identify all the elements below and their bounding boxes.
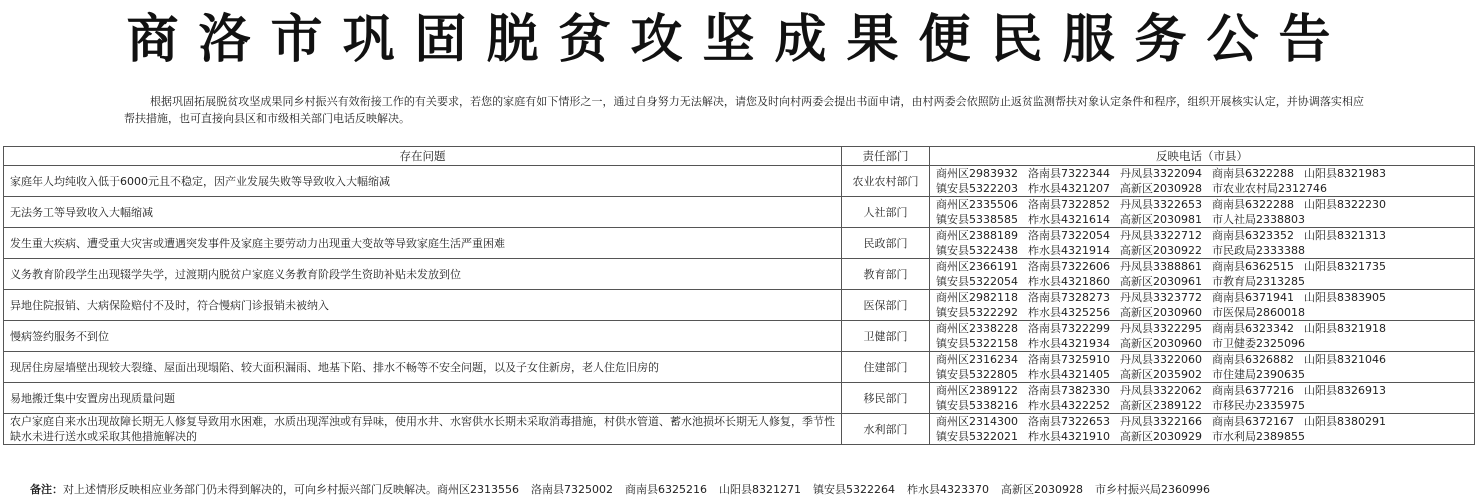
footer-contact: 洛南县7325002 (531, 483, 613, 496)
table-row (4, 166, 1475, 197)
phone-number: 柞水县4321910 (1028, 430, 1110, 443)
phone-number: 商南县6362515 (1212, 260, 1294, 273)
phone-number: 镇安县5338216 (936, 399, 1018, 412)
phone-number: 山阳县8380291 (1304, 415, 1386, 428)
phone-cell (930, 228, 1475, 259)
phone-number: 柞水县4321614 (1028, 213, 1110, 226)
problem-cell: 发生重大疾病、遭受重大灾害或遭遇突发事件及家庭主要劳动力出现重大变故等导致家庭生活严重困难 (4, 228, 842, 259)
phone-number: 洛南县7322054 (1028, 229, 1110, 242)
phone-number: 商州区2316234 (936, 353, 1018, 366)
department-cell: 医保部门 (842, 290, 930, 321)
phone-number: 柞水县4322252 (1028, 399, 1110, 412)
phone-line (936, 321, 1474, 336)
phone-number: 洛南县7382330 (1028, 384, 1110, 397)
table-row (4, 259, 1475, 290)
phone-line (936, 290, 1474, 305)
footer-contact: 商南县6325216 (625, 483, 707, 496)
phone-number: 山阳县8321046 (1304, 353, 1386, 366)
phone-cell (930, 259, 1475, 290)
table-row (4, 414, 1475, 445)
phone-line (936, 367, 1474, 382)
phone-cell (930, 166, 1475, 197)
phone-line (936, 274, 1474, 289)
phone-number: 市人社局2338803 (1212, 213, 1305, 226)
phone-number: 镇安县5322158 (936, 337, 1018, 350)
phone-number: 市民政局2333388 (1212, 244, 1305, 257)
phone-number: 商南县6377216 (1212, 384, 1294, 397)
phone-cell (930, 321, 1475, 352)
phone-number: 丹凤县3388861 (1120, 260, 1202, 273)
problem-cell: 农户家庭自来水出现故障长期无人修复导致用水困难，水质出现浑浊或有异味，使用水井、水窖供水长期未采取消毒措施，村供水管道、蓄水池损坏长期无人修复，季节性缺水未进行送水或采取其他措施解决的 (4, 414, 842, 445)
phone-line (936, 243, 1474, 258)
phone-number: 丹凤县3322295 (1120, 322, 1202, 335)
phone-number: 市农业农村局2312746 (1212, 182, 1327, 195)
department-cell: 住建部门 (842, 352, 930, 383)
table-row (4, 321, 1475, 352)
service-table (3, 146, 1475, 445)
problem-cell: 现居住房屋墙壁出现较大裂缝、屋面出现塌陷、较大面积漏雨、地基下陷、排水不畅等不安全问题，以及子女住新房，老人住危旧房的 (4, 352, 842, 383)
phone-line (936, 228, 1474, 243)
department-cell: 人社部门 (842, 197, 930, 228)
phone-number: 柞水县4321934 (1028, 337, 1110, 350)
phone-number: 洛南县7322653 (1028, 415, 1110, 428)
phone-line (936, 212, 1474, 227)
phone-number: 丹凤县3322060 (1120, 353, 1202, 366)
phone-number: 商南县6322288 (1212, 198, 1294, 211)
phone-line (936, 305, 1474, 320)
problem-cell: 义务教育阶段学生出现辍学失学，过渡期内脱贫户家庭义务教育阶段学生资助补贴未发放到位 (4, 259, 842, 290)
phone-number: 镇安县5322054 (936, 275, 1018, 288)
phone-number: 山阳县8383905 (1304, 291, 1386, 304)
phone-number: 洛南县7322344 (1028, 167, 1110, 180)
phone-number: 市住建局2390635 (1212, 368, 1305, 381)
phone-number: 洛南县7328273 (1028, 291, 1110, 304)
phone-cell (930, 197, 1475, 228)
phone-number: 商州区2314300 (936, 415, 1018, 428)
phone-number: 洛南县7325910 (1028, 353, 1110, 366)
footer-contacts (437, 483, 1222, 496)
header-problem: 存在问题 (4, 147, 842, 166)
phone-number: 市卫健委2325096 (1212, 337, 1305, 350)
phone-number: 丹凤县3322062 (1120, 384, 1202, 397)
phone-number: 镇安县5322805 (936, 368, 1018, 381)
phone-number: 高新区2035902 (1120, 368, 1202, 381)
phone-number: 镇安县5322203 (936, 182, 1018, 195)
phone-number: 柞水县4321405 (1028, 368, 1110, 381)
phone-line (936, 398, 1474, 413)
phone-number: 商南县6323352 (1212, 229, 1294, 242)
footer-label: 备注： (30, 483, 63, 496)
phone-number: 丹凤县3322094 (1120, 167, 1202, 180)
footer-text: 对上述情形反映相应业务部门仍未得到解决的，可向乡村振兴部门反映解决。 (63, 483, 437, 496)
phone-number: 高新区2030928 (1120, 182, 1202, 195)
phone-line (936, 383, 1474, 398)
phone-number: 洛南县7322606 (1028, 260, 1110, 273)
phone-cell (930, 383, 1475, 414)
phone-number: 山阳县8321735 (1304, 260, 1386, 273)
footer-contact: 山阳县8321271 (719, 483, 801, 496)
phone-number: 市医保局2860018 (1212, 306, 1305, 319)
phone-cell (930, 290, 1475, 321)
department-cell: 水利部门 (842, 414, 930, 445)
phone-line (936, 259, 1474, 274)
phone-line (936, 166, 1474, 181)
phone-number: 高新区2030960 (1120, 306, 1202, 319)
phone-number: 丹凤县3322653 (1120, 198, 1202, 211)
phone-number: 山阳县8321918 (1304, 322, 1386, 335)
phone-number: 商州区2983932 (936, 167, 1018, 180)
phone-number: 高新区2030929 (1120, 430, 1202, 443)
footer-contact: 市乡村振兴局2360996 (1095, 483, 1210, 496)
phone-line (936, 352, 1474, 367)
department-cell: 卫健部门 (842, 321, 930, 352)
phone-number: 商州区2388189 (936, 229, 1018, 242)
phone-number: 柞水县4321860 (1028, 275, 1110, 288)
phone-number: 山阳县8322230 (1304, 198, 1386, 211)
page-title: 商洛市巩固脱贫攻坚成果便民服务公告 (126, 10, 1351, 70)
phone-number: 商州区2389122 (936, 384, 1018, 397)
phone-number: 高新区2030960 (1120, 337, 1202, 350)
footer-contact: 柞水县4323370 (907, 483, 989, 496)
phone-line (936, 414, 1474, 429)
phone-number: 高新区2030922 (1120, 244, 1202, 257)
table-header-row (4, 147, 1475, 166)
department-cell: 教育部门 (842, 259, 930, 290)
phone-number: 商州区2982118 (936, 291, 1018, 304)
phone-number: 柞水县4321207 (1028, 182, 1110, 195)
table-row (4, 197, 1475, 228)
phone-number: 柞水县4325256 (1028, 306, 1110, 319)
phone-number: 镇安县5338585 (936, 213, 1018, 226)
problem-cell: 异地住院报销、大病保险赔付不及时，符合慢病门诊报销未被纳入 (4, 290, 842, 321)
phone-cell (930, 352, 1475, 383)
phone-line (936, 336, 1474, 351)
header-department: 责任部门 (842, 147, 930, 166)
phone-line (936, 429, 1474, 444)
department-cell: 农业农村部门 (842, 166, 930, 197)
phone-number: 山阳县8321313 (1304, 229, 1386, 242)
phone-number: 市教育局2313285 (1212, 275, 1305, 288)
phone-number: 山阳县8321983 (1304, 167, 1386, 180)
phone-number: 镇安县5322292 (936, 306, 1018, 319)
phone-number: 商州区2366191 (936, 260, 1018, 273)
header-phone: 反映电话（市县） (930, 147, 1475, 166)
phone-number: 商南县6323342 (1212, 322, 1294, 335)
phone-number: 山阳县8326913 (1304, 384, 1386, 397)
table-row (4, 290, 1475, 321)
table-row (4, 352, 1475, 383)
phone-number: 商南县6322288 (1212, 167, 1294, 180)
problem-cell: 家庭年人均纯收入低于6000元且不稳定，因产业发展失败等导致收入大幅缩减 (4, 166, 842, 197)
department-cell: 民政部门 (842, 228, 930, 259)
phone-line (936, 197, 1474, 212)
phone-number: 丹凤县3322712 (1120, 229, 1202, 242)
footer-note (30, 482, 1470, 498)
phone-number: 市移民办2335975 (1212, 399, 1305, 412)
footer-contact: 镇安县5322264 (813, 483, 895, 496)
phone-number: 高新区2030981 (1120, 213, 1202, 226)
phone-number: 丹凤县3323772 (1120, 291, 1202, 304)
footer-contact: 高新区2030928 (1001, 483, 1083, 496)
phone-number: 洛南县7322299 (1028, 322, 1110, 335)
problem-cell: 慢病签约服务不到位 (4, 321, 842, 352)
phone-number: 镇安县5322438 (936, 244, 1018, 257)
phone-line (936, 181, 1474, 196)
problem-cell: 易地搬迁集中安置房出现质量问题 (4, 383, 842, 414)
phone-number: 商州区2335506 (936, 198, 1018, 211)
table-body (4, 166, 1475, 445)
phone-cell (930, 414, 1475, 445)
phone-number: 商南县6326882 (1212, 353, 1294, 366)
phone-number: 柞水县4321914 (1028, 244, 1110, 257)
phone-number: 商州区2338228 (936, 322, 1018, 335)
phone-number: 高新区2030961 (1120, 275, 1202, 288)
phone-number: 高新区2389122 (1120, 399, 1202, 412)
phone-number: 镇安县5322021 (936, 430, 1018, 443)
phone-number: 商南县6371941 (1212, 291, 1294, 304)
intro-paragraph: 根据巩固拓展脱贫攻坚成果同乡村振兴有效衔接工作的有关要求，若您的家庭有如下情形之一，通过自身努力无法解决，请您及时向村两委会提出书面申请，由村两委会依照防止返贫监测帮扶对象认定条件和程序，组织开展核实认定，并协调落实相应帮扶措施，也可直接向县区和市级相关部门电话反映解决。 (124, 95, 1364, 125)
footer-contact: 商州区2313556 (437, 483, 519, 496)
table-row (4, 228, 1475, 259)
phone-number: 洛南县7322852 (1028, 198, 1110, 211)
table-row (4, 383, 1475, 414)
department-cell: 移民部门 (842, 383, 930, 414)
phone-number: 丹凤县3322166 (1120, 415, 1202, 428)
phone-number: 商南县6372167 (1212, 415, 1294, 428)
phone-number: 市水利局2389855 (1212, 430, 1305, 443)
problem-cell: 无法务工等导致收入大幅缩减 (4, 197, 842, 228)
